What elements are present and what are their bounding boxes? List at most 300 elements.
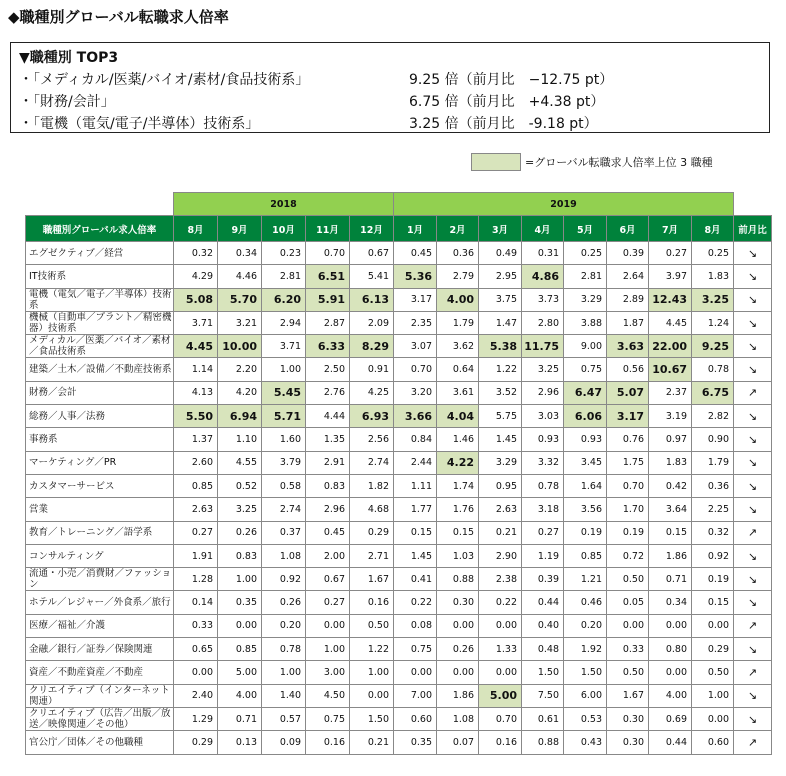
value-cell: 1.50 — [522, 661, 564, 684]
value-cell: 4.55 — [218, 451, 262, 474]
value-cell: 1.19 — [522, 544, 564, 567]
value-cell: 4.46 — [218, 265, 262, 288]
value-cell: 0.27 — [174, 521, 218, 544]
highlighted-value-cell: 6.75 — [692, 381, 734, 404]
value-cell: 1.60 — [262, 428, 306, 451]
value-cell: 2.79 — [437, 265, 479, 288]
table-row — [26, 521, 772, 544]
highlighted-value-cell: 5.45 — [262, 381, 306, 404]
value-cell: 0.71 — [649, 568, 692, 591]
value-cell: 2.40 — [174, 684, 218, 707]
column-header-month: 5月 — [564, 216, 607, 242]
value-cell: 0.26 — [262, 591, 306, 614]
highlighted-value-cell: 6.47 — [564, 381, 607, 404]
value-cell: 2.09 — [350, 311, 394, 334]
value-cell: 2.82 — [692, 405, 734, 428]
value-cell: 2.96 — [306, 498, 350, 521]
value-cell: 2.74 — [350, 451, 394, 474]
row-category-label: 建築／土木／設備／不動産技術系 — [26, 358, 174, 381]
column-header-month: 8月 — [174, 216, 218, 242]
top3-item-name: ・「メディカル/医薬/バイオ/素材/食品技術系」 — [19, 72, 310, 88]
value-cell: 0.36 — [692, 474, 734, 497]
arrow-down-icon: ↘ — [734, 265, 772, 288]
column-header-change: 前月比 — [734, 216, 772, 242]
column-header-month: 2月 — [437, 216, 479, 242]
top3-item-value: 6.75 倍（前月比 +4.38 pt） — [409, 94, 605, 110]
highlighted-value-cell: 5.38 — [479, 335, 522, 358]
value-cell: 0.56 — [607, 358, 649, 381]
value-cell: 0.70 — [306, 242, 350, 265]
top3-item-value: 9.25 倍（前月比 −12.75 pt） — [409, 72, 614, 88]
value-cell: 3.52 — [479, 381, 522, 404]
value-cell: 1.45 — [479, 428, 522, 451]
arrow-down-icon: ↘ — [734, 544, 772, 567]
header-spacer — [734, 193, 772, 216]
value-cell: 0.00 — [437, 661, 479, 684]
value-cell: 0.46 — [564, 591, 607, 614]
arrow-down-icon: ↘ — [734, 288, 772, 311]
column-header-month: 7月 — [649, 216, 692, 242]
value-cell: 1.00 — [262, 661, 306, 684]
row-category-label: 資産／不動産資産／不動産 — [26, 661, 174, 684]
value-cell: 0.29 — [174, 731, 218, 754]
value-cell: 0.40 — [522, 614, 564, 637]
value-cell: 0.27 — [649, 242, 692, 265]
row-category-label: エグゼクティブ／経営 — [26, 242, 174, 265]
value-cell: 1.86 — [437, 684, 479, 707]
value-cell: 2.63 — [479, 498, 522, 521]
value-cell: 0.26 — [437, 638, 479, 661]
arrow-down-icon: ↘ — [734, 568, 772, 591]
value-cell: 2.95 — [479, 265, 522, 288]
arrow-down-icon: ↘ — [734, 405, 772, 428]
value-cell: 0.78 — [262, 638, 306, 661]
value-cell: 0.50 — [607, 568, 649, 591]
value-cell: 1.86 — [649, 544, 692, 567]
value-cell: 5.00 — [218, 661, 262, 684]
value-cell: 0.44 — [649, 731, 692, 754]
value-cell: 3.00 — [306, 661, 350, 684]
column-header-month: 8月 — [692, 216, 734, 242]
value-cell: 0.78 — [522, 474, 564, 497]
value-cell: 1.00 — [692, 684, 734, 707]
value-cell: 0.69 — [649, 707, 692, 730]
column-header-month: 10月 — [262, 216, 306, 242]
page-title: ◆職種別グローバル転職求人倍率 — [8, 8, 229, 26]
row-category-label: 総務／人事／法務 — [26, 405, 174, 428]
value-cell: 0.13 — [218, 731, 262, 754]
value-cell: 1.79 — [437, 311, 479, 334]
value-cell: 0.83 — [306, 474, 350, 497]
value-cell: 0.00 — [649, 661, 692, 684]
row-category-label: クリエイティブ（広告／出版／放送／映像関連／その他） — [26, 707, 174, 730]
value-cell: 0.43 — [564, 731, 607, 754]
highlighted-value-cell: 3.63 — [607, 335, 649, 358]
value-cell: 0.00 — [649, 614, 692, 637]
highlighted-value-cell: 6.51 — [306, 265, 350, 288]
value-cell: 3.71 — [262, 335, 306, 358]
table-row — [26, 614, 772, 637]
value-cell: 1.47 — [479, 311, 522, 334]
value-cell: 2.63 — [174, 498, 218, 521]
value-cell: 0.75 — [306, 707, 350, 730]
value-cell: 2.74 — [262, 498, 306, 521]
value-cell: 0.26 — [218, 521, 262, 544]
value-cell: 0.67 — [350, 242, 394, 265]
value-cell: 0.00 — [350, 684, 394, 707]
value-cell: 3.03 — [522, 405, 564, 428]
highlighted-value-cell: 4.45 — [174, 335, 218, 358]
value-cell: 0.35 — [394, 731, 437, 754]
highlighted-value-cell: 4.22 — [437, 451, 479, 474]
row-category-label: 教育／トレーニング／語学系 — [26, 521, 174, 544]
column-header-month: 4月 — [522, 216, 564, 242]
value-cell: 0.53 — [564, 707, 607, 730]
table-row — [26, 451, 772, 474]
value-cell: 2.60 — [174, 451, 218, 474]
value-cell: 0.31 — [522, 242, 564, 265]
value-cell: 0.60 — [692, 731, 734, 754]
highlighted-value-cell: 4.04 — [437, 405, 479, 428]
value-cell: 1.28 — [174, 568, 218, 591]
value-cell: 1.22 — [350, 638, 394, 661]
row-category-label: IT技術系 — [26, 265, 174, 288]
value-cell: 3.71 — [174, 311, 218, 334]
value-cell: 1.82 — [350, 474, 394, 497]
top3-heading: ▼職種別 TOP3 — [19, 50, 119, 66]
value-cell: 1.92 — [564, 638, 607, 661]
arrow-down-icon: ↘ — [734, 707, 772, 730]
value-cell: 0.41 — [394, 568, 437, 591]
table-row — [26, 731, 772, 754]
value-cell: 0.15 — [394, 521, 437, 544]
value-cell: 1.08 — [437, 707, 479, 730]
value-cell: 0.21 — [479, 521, 522, 544]
top3-item-name: ・「財務/会計」 — [19, 94, 115, 110]
value-cell: 0.52 — [218, 474, 262, 497]
value-cell: 0.25 — [564, 242, 607, 265]
value-cell: 0.23 — [262, 242, 306, 265]
value-cell: 1.00 — [350, 661, 394, 684]
arrow-down-icon: ↘ — [734, 474, 772, 497]
value-cell: 0.32 — [692, 521, 734, 544]
value-cell: 0.08 — [394, 614, 437, 637]
value-cell: 3.88 — [564, 311, 607, 334]
value-cell: 3.56 — [564, 498, 607, 521]
value-cell: 0.29 — [692, 638, 734, 661]
value-cell: 0.15 — [649, 521, 692, 544]
value-cell: 1.67 — [607, 684, 649, 707]
value-cell: 1.46 — [437, 428, 479, 451]
value-cell: 7.50 — [522, 684, 564, 707]
value-cell: 0.07 — [437, 731, 479, 754]
value-cell: 0.76 — [607, 428, 649, 451]
value-cell: 2.35 — [394, 311, 437, 334]
arrow-up-icon: ↗ — [734, 521, 772, 544]
top3-item-value: 3.25 倍（前月比 -9.18 pt） — [409, 116, 598, 132]
row-category-label: 電機（電気／電子／半導体）技術系 — [26, 288, 174, 311]
row-category-label: 機械（自動車／プラント／精密機器）技術系 — [26, 311, 174, 334]
value-cell: 4.13 — [174, 381, 218, 404]
value-cell: 0.15 — [692, 591, 734, 614]
column-header-month: 6月 — [607, 216, 649, 242]
row-category-label: メディカル／医薬／バイオ／素材／食品技術系 — [26, 335, 174, 358]
legend — [471, 153, 713, 171]
value-cell: 0.92 — [692, 544, 734, 567]
value-cell: 0.48 — [522, 638, 564, 661]
value-cell: 0.00 — [437, 614, 479, 637]
value-cell: 4.68 — [350, 498, 394, 521]
highlighted-value-cell: 5.08 — [174, 288, 218, 311]
row-category-label: コンサルティング — [26, 544, 174, 567]
column-header-month: 9月 — [218, 216, 262, 242]
value-cell: 0.49 — [479, 242, 522, 265]
table-row — [26, 335, 772, 358]
table-row — [26, 381, 772, 404]
value-cell: 0.00 — [692, 614, 734, 637]
value-cell: 1.00 — [262, 358, 306, 381]
row-category-label: 流通・小売／消費財／ファッション — [26, 568, 174, 591]
value-cell: 1.45 — [394, 544, 437, 567]
arrow-up-icon: ↗ — [734, 381, 772, 404]
value-cell: 0.19 — [564, 521, 607, 544]
table-row — [26, 707, 772, 730]
value-cell: 0.14 — [174, 591, 218, 614]
value-cell: 0.00 — [479, 661, 522, 684]
value-cell: 3.25 — [522, 358, 564, 381]
value-cell: 3.97 — [649, 265, 692, 288]
highlighted-value-cell: 3.66 — [394, 405, 437, 428]
value-cell: 3.32 — [522, 451, 564, 474]
value-cell: 0.91 — [350, 358, 394, 381]
row-category-label: カスタマーサービス — [26, 474, 174, 497]
value-cell: 0.35 — [218, 591, 262, 614]
arrow-down-icon: ↘ — [734, 242, 772, 265]
highlighted-value-cell: 11.75 — [522, 335, 564, 358]
row-category-label: 事務系 — [26, 428, 174, 451]
value-cell: 0.00 — [607, 614, 649, 637]
value-cell: 7.00 — [394, 684, 437, 707]
column-header-month: 1月 — [394, 216, 437, 242]
value-cell: 1.79 — [692, 451, 734, 474]
value-cell: 0.19 — [607, 521, 649, 544]
value-cell: 4.00 — [649, 684, 692, 707]
value-cell: 0.93 — [522, 428, 564, 451]
value-cell: 6.00 — [564, 684, 607, 707]
row-category-label: 官公庁／団体／その他職種 — [26, 731, 174, 754]
value-cell: 1.08 — [262, 544, 306, 567]
row-category-label: マーケティング／PR — [26, 451, 174, 474]
value-cell: 1.00 — [218, 568, 262, 591]
arrow-down-icon: ↘ — [734, 451, 772, 474]
value-cell: 2.00 — [306, 544, 350, 567]
value-cell: 0.25 — [692, 242, 734, 265]
value-cell: 1.50 — [350, 707, 394, 730]
value-cell: 0.39 — [607, 242, 649, 265]
highlighted-value-cell: 5.71 — [262, 405, 306, 428]
value-cell: 2.64 — [607, 265, 649, 288]
value-cell: 1.74 — [437, 474, 479, 497]
arrow-down-icon: ↘ — [734, 358, 772, 381]
value-cell: 0.33 — [607, 638, 649, 661]
value-cell: 1.29 — [174, 707, 218, 730]
highlighted-value-cell: 12.43 — [649, 288, 692, 311]
value-cell: 1.64 — [564, 474, 607, 497]
value-cell: 0.84 — [394, 428, 437, 451]
value-cell: 3.29 — [479, 451, 522, 474]
row-category-label: クリエイティブ（インターネット関連） — [26, 684, 174, 707]
table-row — [26, 405, 772, 428]
value-cell: 0.44 — [522, 591, 564, 614]
value-cell: 0.70 — [607, 474, 649, 497]
value-cell: 0.00 — [692, 707, 734, 730]
value-cell: 3.18 — [522, 498, 564, 521]
highlighted-value-cell: 3.17 — [607, 405, 649, 428]
value-cell: 3.75 — [479, 288, 522, 311]
value-cell: 0.95 — [479, 474, 522, 497]
table-row — [26, 474, 772, 497]
value-cell: 1.35 — [306, 428, 350, 451]
value-cell: 1.77 — [394, 498, 437, 521]
table-row — [26, 591, 772, 614]
value-cell: 0.88 — [522, 731, 564, 754]
value-cell: 0.64 — [437, 358, 479, 381]
row-category-label: 金融／銀行／証券／保険関連 — [26, 638, 174, 661]
value-cell: 2.91 — [306, 451, 350, 474]
value-cell: 1.24 — [692, 311, 734, 334]
value-cell: 3.79 — [262, 451, 306, 474]
highlighted-value-cell: 6.06 — [564, 405, 607, 428]
value-cell: 0.34 — [218, 242, 262, 265]
highlighted-value-cell: 4.86 — [522, 265, 564, 288]
table-row — [26, 544, 772, 567]
legend-swatch — [471, 153, 521, 171]
value-cell: 0.97 — [649, 428, 692, 451]
row-category-label: 営業 — [26, 498, 174, 521]
value-cell: 1.14 — [174, 358, 218, 381]
highlighted-value-cell: 5.07 — [607, 381, 649, 404]
arrow-down-icon: ↘ — [734, 311, 772, 334]
top3-box — [10, 42, 770, 133]
value-cell: 3.61 — [437, 381, 479, 404]
value-cell: 1.21 — [564, 568, 607, 591]
value-cell: 2.76 — [306, 381, 350, 404]
value-cell: 0.60 — [394, 707, 437, 730]
value-cell: 0.85 — [218, 638, 262, 661]
arrow-up-icon: ↗ — [734, 731, 772, 754]
table-row — [26, 498, 772, 521]
value-cell: 1.10 — [218, 428, 262, 451]
value-cell: 0.70 — [394, 358, 437, 381]
value-cell: 1.40 — [262, 684, 306, 707]
header-spacer — [26, 193, 174, 216]
value-cell: 0.15 — [437, 521, 479, 544]
value-cell: 2.56 — [350, 428, 394, 451]
value-cell: 0.75 — [564, 358, 607, 381]
value-cell: 0.88 — [437, 568, 479, 591]
value-cell: 5.75 — [479, 405, 522, 428]
value-cell: 0.20 — [262, 614, 306, 637]
highlighted-value-cell: 5.36 — [394, 265, 437, 288]
value-cell: 3.21 — [218, 311, 262, 334]
value-cell: 2.87 — [306, 311, 350, 334]
row-category-label: ホテル／レジャー／外食系／旅行 — [26, 591, 174, 614]
value-cell: 0.27 — [522, 521, 564, 544]
year-2019-header: 2019 — [394, 193, 734, 216]
value-cell: 9.00 — [564, 335, 607, 358]
value-cell: 0.37 — [262, 521, 306, 544]
value-cell: 0.30 — [437, 591, 479, 614]
value-cell: 0.58 — [262, 474, 306, 497]
value-cell: 1.50 — [564, 661, 607, 684]
highlighted-value-cell: 6.20 — [262, 288, 306, 311]
highlighted-value-cell: 6.13 — [350, 288, 394, 311]
table-row — [26, 568, 772, 591]
highlighted-value-cell: 10.67 — [649, 358, 692, 381]
highlighted-value-cell: 5.50 — [174, 405, 218, 428]
value-cell: 0.85 — [564, 544, 607, 567]
value-cell: 4.44 — [306, 405, 350, 428]
value-cell: 0.50 — [692, 661, 734, 684]
value-cell: 3.07 — [394, 335, 437, 358]
value-cell: 2.25 — [692, 498, 734, 521]
value-cell: 4.45 — [649, 311, 692, 334]
value-cell: 2.44 — [394, 451, 437, 474]
value-cell: 1.75 — [607, 451, 649, 474]
value-cell: 1.76 — [437, 498, 479, 521]
highlighted-value-cell: 6.93 — [350, 405, 394, 428]
highlighted-value-cell: 5.00 — [479, 684, 522, 707]
highlighted-value-cell: 6.94 — [218, 405, 262, 428]
column-header-month: 3月 — [479, 216, 522, 242]
value-cell: 4.50 — [306, 684, 350, 707]
highlighted-value-cell: 5.91 — [306, 288, 350, 311]
value-cell: 0.30 — [607, 707, 649, 730]
table-row — [26, 265, 772, 288]
value-cell: 1.67 — [350, 568, 394, 591]
highlighted-value-cell: 5.70 — [218, 288, 262, 311]
value-cell: 0.27 — [306, 591, 350, 614]
value-cell: 1.70 — [607, 498, 649, 521]
value-cell: 0.00 — [174, 661, 218, 684]
value-cell: 2.71 — [350, 544, 394, 567]
value-cell: 0.78 — [692, 358, 734, 381]
value-cell: 4.00 — [218, 684, 262, 707]
value-cell: 3.17 — [394, 288, 437, 311]
top3-item-name: ・「電機（電気/電子/半導体）技術系」 — [19, 116, 260, 132]
value-cell: 1.22 — [479, 358, 522, 381]
value-cell: 1.03 — [437, 544, 479, 567]
value-cell: 4.25 — [350, 381, 394, 404]
value-cell: 5.41 — [350, 265, 394, 288]
value-cell: 1.33 — [479, 638, 522, 661]
table-row — [26, 684, 772, 707]
value-cell: 4.20 — [218, 381, 262, 404]
value-cell: 0.70 — [479, 707, 522, 730]
value-cell: 0.92 — [262, 568, 306, 591]
value-cell: 0.16 — [479, 731, 522, 754]
value-cell: 0.50 — [350, 614, 394, 637]
column-header-month: 11月 — [306, 216, 350, 242]
value-cell: 0.22 — [394, 591, 437, 614]
value-cell: 0.16 — [306, 731, 350, 754]
table-row — [26, 311, 772, 334]
table-row — [26, 242, 772, 265]
table-row — [26, 288, 772, 311]
value-cell: 0.72 — [607, 544, 649, 567]
row-category-label: 医療／福祉／介護 — [26, 614, 174, 637]
value-cell: 0.29 — [350, 521, 394, 544]
